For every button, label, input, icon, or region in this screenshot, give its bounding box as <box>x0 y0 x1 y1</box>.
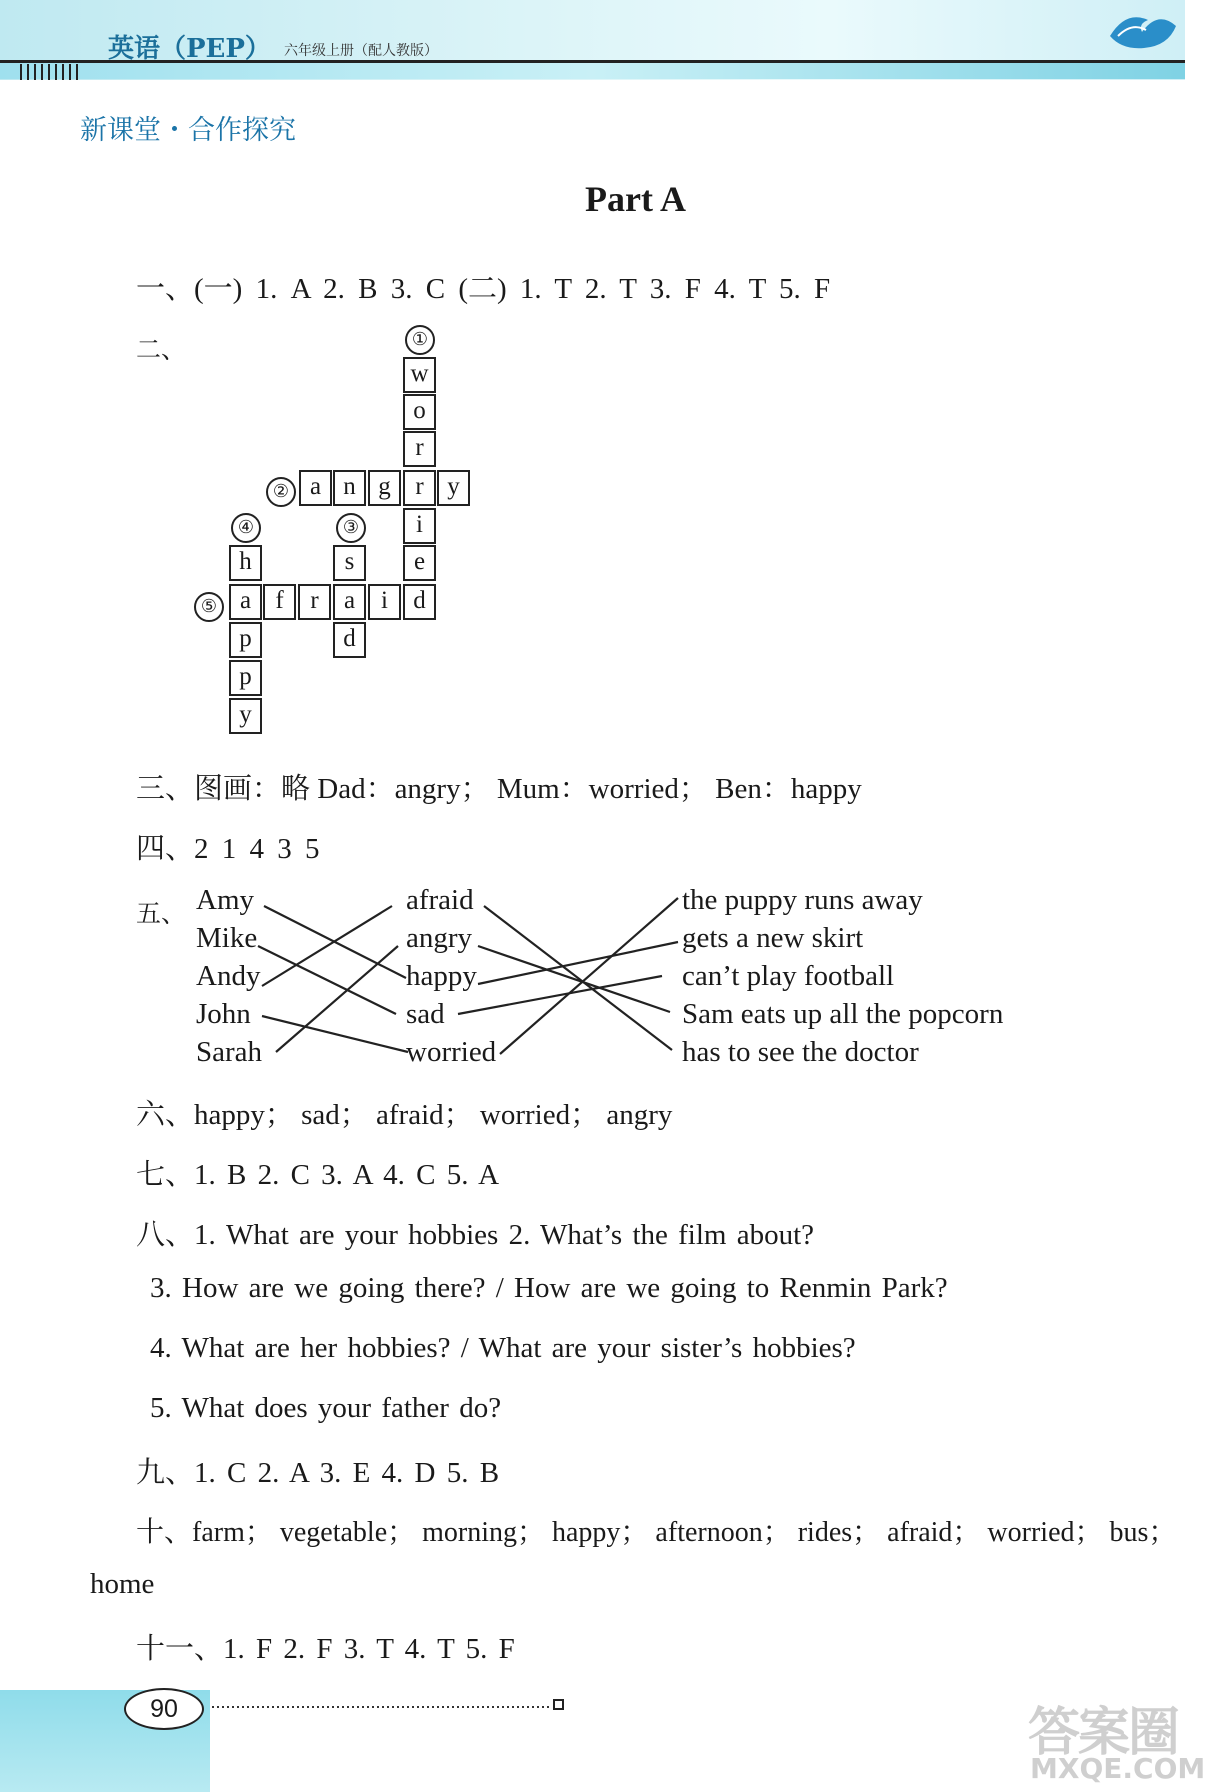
crossword-cell: h <box>229 545 262 581</box>
match-feeling: happy <box>406 960 477 992</box>
crossword-cell: g <box>368 470 401 506</box>
answer-line-9: 九、1. C 2. A 3. E 4. D 5. B <box>136 1457 500 1489</box>
answer-line-8-2: 3. How are we going there? / How are we going to Renmin Park? <box>150 1272 948 1304</box>
match-feeling: angry <box>406 922 473 954</box>
match-line <box>500 898 678 1054</box>
crossword-cell: i <box>403 508 436 544</box>
watermark-url: MXQE.COM <box>1030 1752 1205 1785</box>
crossword-cell: a <box>229 584 262 620</box>
match-name: Mike <box>196 922 258 954</box>
crossword-cell: r <box>403 470 436 506</box>
answer-line-10-cont: home <box>90 1568 155 1600</box>
answer-line-1: 一、(一) 1. A 2. B 3. C (二) 1. T 2. T 3. F 4. T 5. F <box>136 273 831 305</box>
answer-label-2: 二、 <box>136 335 187 364</box>
match-feeling: afraid <box>406 884 474 916</box>
crossword-cell: i <box>368 584 401 620</box>
crossword-cell: d <box>403 584 436 620</box>
match-line <box>262 906 392 986</box>
answer-line-8-3: 4. What are her hobbies? / What are your sister’s hobbies? <box>150 1332 856 1364</box>
answer-line-8-4: 5. What does your father do? <box>150 1392 502 1424</box>
match-feeling: sad <box>406 998 445 1030</box>
crossword-cell: r <box>403 431 436 467</box>
part-title: Part A <box>585 179 686 219</box>
crossword-number-3: ③ <box>336 513 366 543</box>
match-line <box>276 946 398 1052</box>
crossword-cell: f <box>263 584 296 620</box>
answer-line-3: 三、图画：略 Dad：angry； Mum：worried； Ben：happy <box>136 773 862 805</box>
crossword-cell: n <box>333 470 366 506</box>
crossword-cell: a <box>299 470 332 506</box>
crossword-cell: y <box>437 470 470 506</box>
crossword-number-4: ④ <box>231 513 261 543</box>
match-name: John <box>196 998 251 1030</box>
footer-dotted-rule <box>212 1706 550 1708</box>
answer-label-5: 五、 <box>136 899 187 928</box>
answer-line-4: 四、2 1 4 3 5 <box>136 833 320 865</box>
answer-line-11: 十一、1. F 2. F 3. T 4. T 5. F <box>136 1633 515 1665</box>
crossword-cell: o <box>403 394 436 430</box>
match-line <box>262 1016 408 1052</box>
answer-line-10: 十、farm； vegetable； morning； happy； afternoon； rides； afraid； worried； bus； <box>136 1517 1177 1548</box>
match-reason: gets a new skirt <box>682 922 864 954</box>
crossword-cell: p <box>229 622 262 658</box>
crossword-number-2: ② <box>266 477 296 507</box>
answer-line-7: 七、1. B 2. C 3. A 4. C 5. A <box>136 1159 500 1191</box>
crossword-cell: s <box>333 545 366 581</box>
crossword-cell: p <box>229 660 262 696</box>
crossword-cell: e <box>403 545 436 581</box>
match-reason: Sam eats up all the popcorn <box>682 998 1004 1030</box>
match-feeling: worried <box>406 1036 497 1068</box>
answer-line-8-1: 八、1. What are your hobbies 2. What’s the film about? <box>136 1219 814 1251</box>
header-grade: 六年级上册（配人教版） <box>284 43 438 59</box>
match-name: Andy <box>196 960 261 992</box>
match-name: Amy <box>196 884 254 916</box>
match-line <box>258 946 396 1014</box>
match-name: Sarah <box>196 1036 263 1068</box>
crossword-cell: d <box>333 622 366 658</box>
crossword-cell: w <box>403 357 436 393</box>
header-subject: 英语（PEP） <box>108 34 271 64</box>
match-reason: can’t play football <box>682 960 895 992</box>
crossword-cell: a <box>333 584 366 620</box>
page-number: 90 <box>124 1688 204 1730</box>
crossword-number-5: ⑤ <box>194 592 224 622</box>
crossword-number-1: ① <box>405 325 435 355</box>
footer-square-icon <box>553 1699 564 1710</box>
match-reason: has to see the doctor <box>682 1036 919 1068</box>
crossword-cell: r <box>298 584 331 620</box>
section-title: 新课堂・合作探究 <box>80 115 296 146</box>
match-reason: the puppy runs away <box>682 884 923 916</box>
watermark-logo: 答案圈 <box>1028 1703 1179 1763</box>
answer-line-6: 六、happy； sad； afraid； worried； angry <box>136 1099 673 1131</box>
crossword-cell: y <box>229 698 262 734</box>
